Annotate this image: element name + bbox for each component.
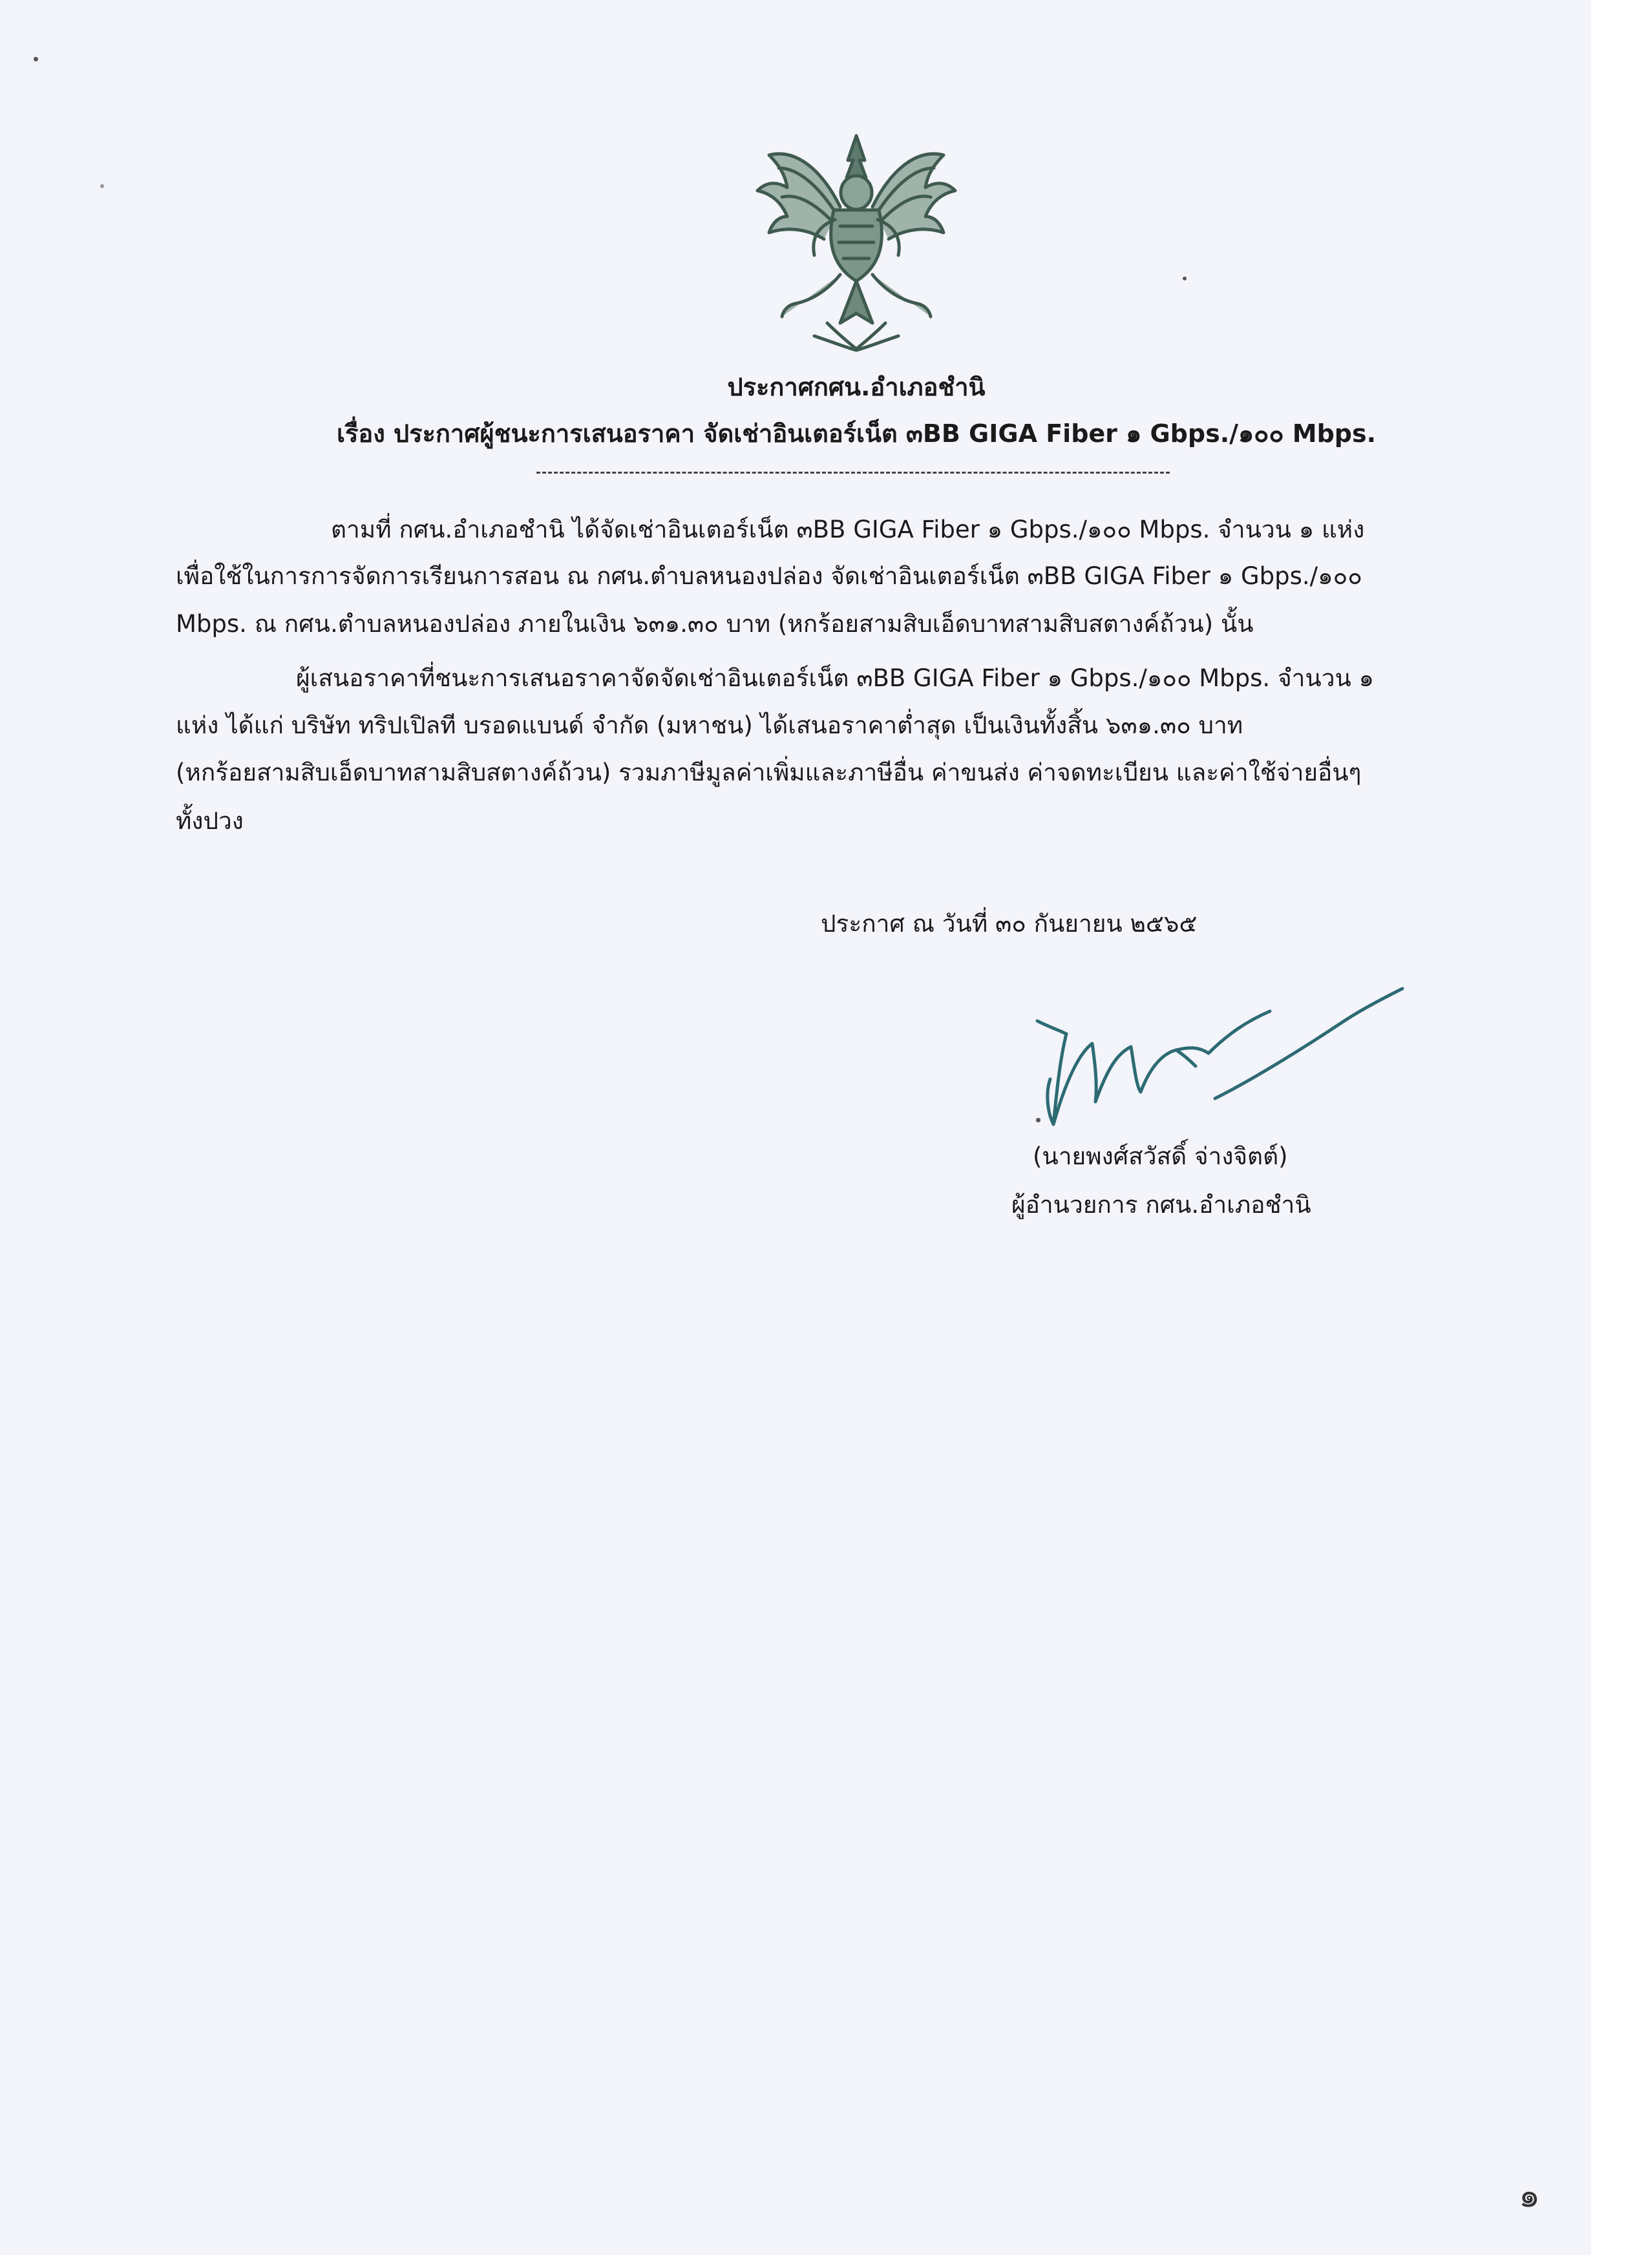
announcement-subject: เรื่อง ประกาศผู้ชนะการเสนอราคา จัดเช่าอินเตอร์เน็ต ๓BB GIGA Fiber ๑ Gbps./๑๐๐ Mbps. [336,419,1377,448]
handwritten-signature [1021,982,1409,1137]
signer-name: (นายพงศ์สวัสดิ์ จ่างจิตต์) [1033,1142,1288,1170]
body-line: แห่ง ได้แก่ บริษัท ทริปเปิลที บรอดแบนด์ จำกัด (มหาชน) ได้เสนอราคาต่ำสุด เป็นเงินทั้งสิ้น ๖๓๑.๓๐ บาท [176,711,1243,739]
body-line: ตามที่ กศน.อำเภอชำนิ ได้จัดเช่าอินเตอร์เน็ต ๓BB GIGA Fiber ๑ Gbps./๑๐๐ Mbps. จำนวน ๑ แห่ง [331,516,1365,543]
scan-speck [1183,277,1187,280]
body-line: เพื่อใช้ในการการจัดการเรียนการสอน ณ กศน.ตำบลหนองปล่อง จัดเช่าอินเตอร์เน็ต ๓BB GIGA Fiber ๑ Gbps./๑๐๐ [176,562,1362,590]
page-mark: ๑ [1519,2176,1541,2215]
signer-title: ผู้อำนวยการ กศน.อำเภอชำนิ [1011,1191,1311,1219]
scan-margin-right [1591,0,1648,2268]
scan-margin-bottom [0,2255,1648,2268]
body-line: ทั้งปวง [176,807,244,835]
body-line: ผู้เสนอราคาที่ชนะการเสนอราคาจัดจัดเช่าอินเตอร์เน็ต ๓BB GIGA Fiber ๑ Gbps./๑๐๐ Mbps. จำนวน ๑ [296,664,1375,692]
body-line: Mbps. ณ กศน.ตำบลหนองปล่อง ภายในเงิน ๖๓๑.๓๐ บาท (หกร้อยสามสิบเอ็ดบาทสามสิบสตางค์ถ้วน) นั้น [176,610,1254,638]
dashed-separator [536,472,1170,474]
body-line: (หกร้อยสามสิบเอ็ดบาทสามสิบสตางค์ถ้วน) รวมภาษีมูลค่าเพิ่มและภาษีอื่น ค่าขนส่ง ค่าจดทะเบียน และค่าใช้จ่ายอื่นๆ [176,759,1362,786]
announcement-date: ประกาศ ณ วันที่ ๓๐ กันยายน ๒๕๖๕ [821,910,1198,938]
announcement-title: ประกาศกศน.อำเภอชำนิ [727,373,986,401]
scan-speck [100,184,104,188]
garuda-emblem-icon [750,129,963,355]
scan-speck [34,57,38,61]
